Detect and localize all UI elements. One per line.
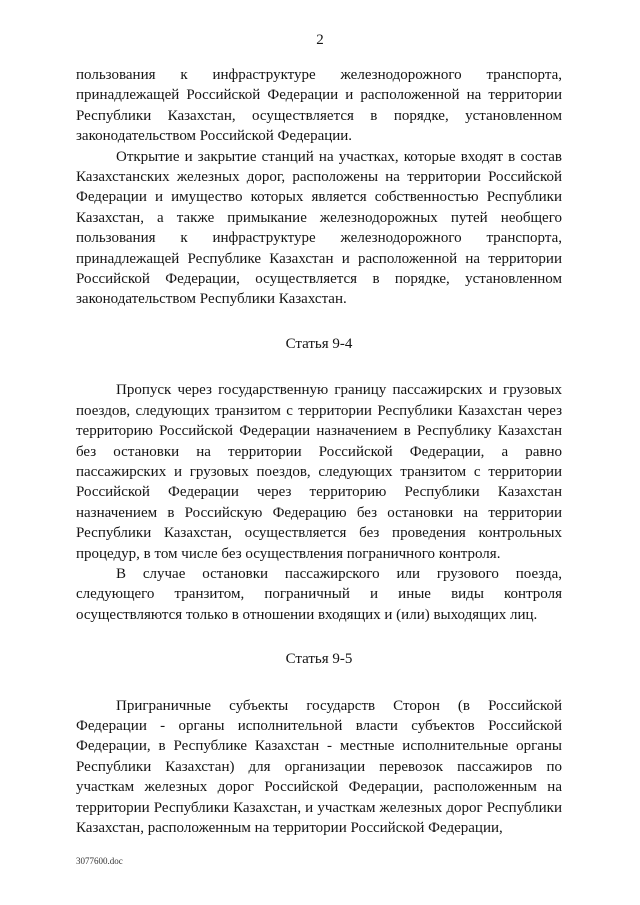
paragraph-9-4-2: В случае остановки пассажирского или грузового поезда, следующего транзитом, пограничный и иные виды контроля осуществляются только в отношении входящих и (или) выходящих лиц.: [76, 565, 562, 623]
paragraph-9-5-1: Приграничные субъекты государств Сторон (в Российской Федерации - органы исполнительной власти субъектов Российской Федерации, в Республике Казахстан - местные исполнительные органы Республики Казахстан) для организации перевозок пассажиров по участкам железных дорог Российской Федерации, расположенным на территории Республики Казахстан, и участкам железных дорог Республики Казахстан, расположенным на территории Российской Федерации,: [76, 697, 562, 836]
document-body: [76, 65, 562, 838]
paragraph-continuation: пользования к инфраструктуре железнодорожного транспорта, принадлежащей Российской Федерации и расположенной на территории Республики Казахстан, осуществляется в порядке, установленном законодательством Российской Федерации.: [76, 67, 562, 145]
paragraph-9-4-1: Пропуск через государственную границу пассажирских и грузовых поездов, следующих транзитом с территории Республики Казахстан через территорию Российской Федерации назначением в Республику Казахстан без остановки на территории Российской Федерации, а равно пассажирских и грузовых поездов, следующих транзитом с территории Российской Федерации через территорию Республики Казахстан назначением в Российскую Федерацию без остановки на территории Республики Казахстан, осуществляется без проведения контрольных процедур, в том числе без осуществления пограничного контроля.: [76, 382, 562, 562]
article-heading-9-4: Статья 9-4: [285, 335, 353, 352]
article-heading-9-5: Статья 9-5: [285, 651, 353, 668]
paragraph-stations: Открытие и закрытие станций на участках, которые входят в состав Казахстанских железных дорог, расположены на территории Российской Федерации и имущество которых является собственностью Республики Казахстан, а также примыкание железнодорожных путей необщего пользования к инфраструктуре железнодорожного транспорта, принадлежащей Республике Казахстан и расположенной на территории Российской Федерации, осуществляется в порядке, установленном законодательством Республики Казахстан.: [76, 148, 562, 308]
page-number: 2: [316, 32, 324, 48]
footer-filename: 3077600.doc: [76, 856, 123, 866]
